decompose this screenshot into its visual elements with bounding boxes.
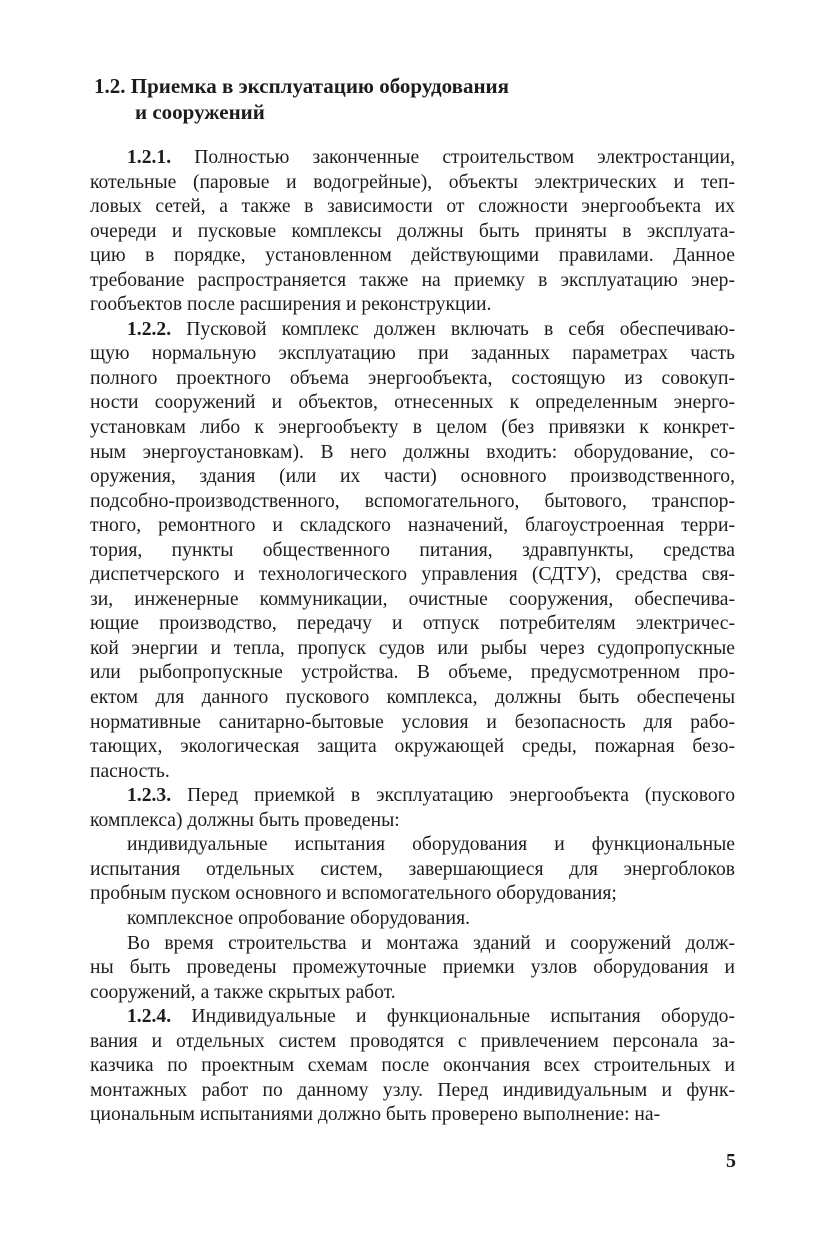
text-line [90, 441, 735, 466]
text-line [90, 882, 735, 907]
paragraph [90, 907, 735, 932]
line-text: ным энергоустановкам). В него должны входить: оборудование, со- [90, 441, 735, 463]
paragraph [90, 318, 735, 784]
line-text: тория, пункты общественного питания, здравпункты, средства [90, 539, 735, 561]
body-text [90, 146, 735, 1128]
text-line [90, 293, 735, 318]
line-text: циональным испытаниями должно быть проверено выполнение: на- [90, 1104, 661, 1126]
text-line [90, 932, 735, 957]
line-text: требование распространяется также на приемку в эксплуатацию энер- [90, 269, 735, 291]
line-text: ности сооружений и объектов, отнесенных к определенным энерго- [90, 392, 735, 414]
text-line [90, 416, 735, 441]
text-line [90, 539, 735, 564]
text-line [90, 171, 735, 196]
text-line [90, 956, 735, 981]
line-text: индивидуальные испытания оборудования и функциональные [127, 834, 735, 856]
paragraph [90, 932, 735, 1006]
line-text: ющие производство, передачу и отпуск потребителям электричес- [90, 613, 735, 635]
line-text: гообъектов после расширения и реконструкции. [90, 294, 492, 316]
text-line [90, 588, 735, 613]
line-text: или рыбопропускные устройства. В объеме, предусмотренном про- [90, 662, 735, 684]
section-heading-line-2: и сооружений [135, 100, 265, 124]
text-line [90, 809, 735, 834]
line-text: тного, ремонтного и складского назначений, благоустроенная терри- [90, 515, 735, 537]
line-text: пробным пуском основного и вспомогательного оборудования; [90, 883, 617, 905]
text-line [90, 612, 735, 637]
section-heading [94, 73, 509, 125]
line-text: подсобно-производственного, вспомогательного, бытового, транспор- [90, 490, 735, 512]
line-text: монтажных работ по данному узлу. Перед индивидуальным и функ- [90, 1079, 735, 1101]
clause-number: 1.2.3. [127, 785, 172, 807]
text-line [90, 1030, 735, 1055]
text-line [90, 367, 735, 392]
line-text: Полностью законченные строительством электростанции, [171, 147, 735, 168]
line-text: тающих, экологическая защита окружающей среды, пожарная безо- [90, 736, 735, 758]
paragraph [90, 833, 735, 907]
line-text: пасность. [90, 760, 170, 782]
line-text: ны быть проведены промежуточные приемки узлов оборудования и [90, 957, 735, 979]
line-text: оружения, здания (или их части) основного производственного, [90, 466, 735, 488]
text-line [90, 1005, 735, 1030]
text-line [90, 195, 735, 220]
line-text: установкам либо к энергообъекту в целом (без привязки к конкрет- [90, 417, 735, 439]
line-text: комплекса) должны быть проведены: [90, 809, 400, 831]
text-line [90, 1054, 735, 1079]
text-line [90, 342, 735, 367]
line-text: комплексное опробование оборудования. [127, 907, 471, 929]
line-text: Перед приемкой в эксплуатацию энергообъекта (пускового [171, 785, 735, 807]
line-text: ловых сетей, а также в зависимости от сложности энергообъекта их [90, 196, 735, 218]
line-text: вания и отдельных систем проводятся с привлечением персонала за- [90, 1030, 735, 1052]
text-line [90, 686, 735, 711]
text-line [90, 490, 735, 515]
text-line [90, 760, 735, 785]
section-heading-line-1: 1.2. Приемка в эксплуатацию оборудования [94, 74, 510, 98]
line-text: Индивидуальные и функциональные испытания оборудо- [171, 1006, 735, 1028]
text-line [90, 391, 735, 416]
line-text: сооружений, а также скрытых работ. [90, 981, 396, 1003]
line-text: кой энергии и тепла, пропуск судов или рыбы через судопропускные [90, 637, 735, 659]
text-line [90, 981, 735, 1006]
text-line [90, 514, 735, 539]
line-text: щую нормальную эксплуатацию при заданных параметрах часть [90, 343, 735, 365]
text-line [90, 563, 735, 588]
text-line [90, 220, 735, 245]
line-text: нормативные санитарно-бытовые условия и безопасность для рабо- [90, 711, 735, 733]
line-text: котельные (паровые и водогрейные), объекты электрических и теп- [90, 171, 735, 193]
text-line [90, 711, 735, 736]
paragraph [90, 146, 735, 318]
page-number: 5 [726, 1150, 736, 1172]
line-text: ектом для данного пускового комплекса, должны быть обеспечены [90, 687, 735, 709]
text-line [90, 465, 735, 490]
line-text: казчика по проектным схемам после окончания всех строительных и [90, 1055, 735, 1077]
text-line [90, 661, 735, 686]
text-line [90, 907, 735, 932]
paragraph [90, 784, 735, 833]
line-text: диспетчерского и технологического управления (СДТУ), средства свя- [90, 564, 735, 586]
text-line [90, 244, 735, 269]
line-text: цию в порядке, установленном действующими правилами. Данное [90, 245, 735, 267]
line-text: испытания отдельных систем, завершающиеся для энергоблоков [90, 858, 735, 880]
clause-number: 1.2.2. [127, 318, 172, 340]
text-line [90, 269, 735, 294]
text-line [90, 1103, 735, 1128]
text-line [90, 1079, 735, 1104]
text-line [90, 146, 735, 171]
clause-number: 1.2.4. [127, 1006, 172, 1028]
line-text: Во время строительства и монтажа зданий и сооружений долж- [127, 932, 735, 954]
paragraph [90, 1005, 735, 1128]
line-text: Пусковой комплекс должен включать в себя обеспечиваю- [171, 318, 735, 340]
text-line [90, 318, 735, 343]
text-line [90, 858, 735, 883]
text-line [90, 637, 735, 662]
text-line [90, 735, 735, 760]
line-text: очереди и пусковые комплексы должны быть приняты в эксплуата- [90, 220, 735, 242]
line-text: полного проектного объема энергообъекта, состоящую из совокуп- [90, 367, 735, 389]
line-text: зи, инженерные коммуникации, очистные сооружения, обеспечива- [90, 588, 735, 610]
text-line [90, 833, 735, 858]
text-line [90, 784, 735, 809]
clause-number: 1.2.1. [127, 147, 172, 168]
